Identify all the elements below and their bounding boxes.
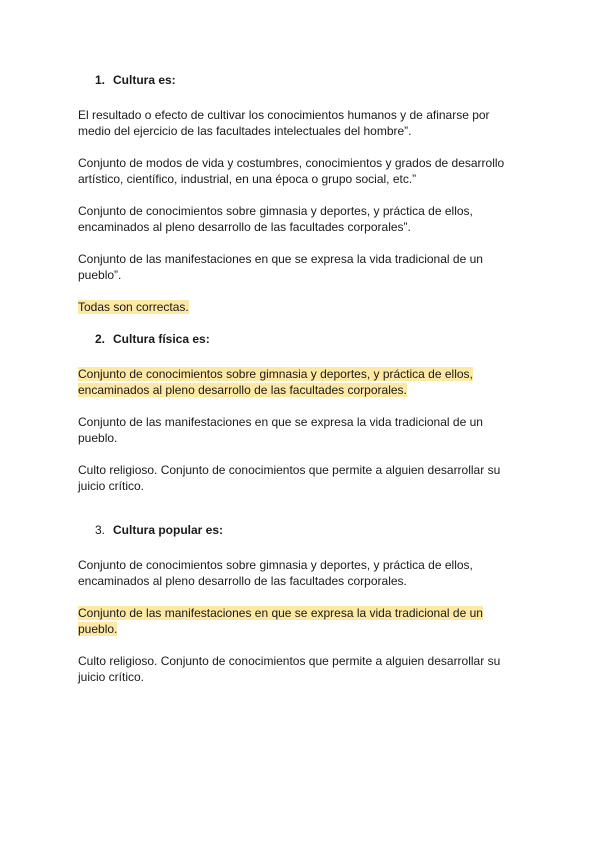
highlighted-answer: Conjunto de las manifestaciones en que se expresa la vida tradicional de un pueblo. bbox=[78, 606, 483, 636]
highlighted-answer: Todas son correctas. bbox=[78, 300, 189, 314]
question-3-option-1 bbox=[78, 557, 518, 589]
question-number: 3. bbox=[95, 523, 106, 537]
question-1-option-3 bbox=[78, 203, 518, 235]
question-2-option-1 bbox=[78, 366, 518, 398]
option-text: Culto religioso. Conjunto de conocimientos que permite a alguien desarrollar su juicio crítico. bbox=[78, 463, 501, 493]
option-text: Conjunto de conocimientos sobre gimnasia y deportes, y práctica de ellos, encaminados al pleno desarrollo de las facultades corporales”. bbox=[78, 204, 473, 234]
option-text: El resultado o efecto de cultivar los conocimientos humanos y de afinarse por medio del ejercicio de las facultades intelectuales del hombre”. bbox=[78, 108, 490, 138]
question-1-option-1 bbox=[78, 107, 518, 139]
question-2-title bbox=[78, 331, 518, 347]
spacer bbox=[78, 510, 518, 522]
question-text: Cultura es: bbox=[113, 73, 176, 87]
document-page bbox=[78, 72, 518, 701]
question-number: 2. bbox=[95, 332, 106, 346]
question-1-option-4 bbox=[78, 251, 518, 283]
question-1-option-5 bbox=[78, 299, 518, 315]
question-3-title bbox=[78, 522, 518, 538]
option-text: Conjunto de las manifestaciones en que se expresa la vida tradicional de un pueblo. bbox=[78, 415, 483, 445]
question-1-option-2 bbox=[78, 155, 518, 187]
question-text: Cultura física es: bbox=[113, 332, 210, 346]
question-1-title bbox=[78, 72, 518, 88]
question-2-option-3 bbox=[78, 462, 518, 494]
question-text: Cultura popular es: bbox=[113, 523, 224, 537]
option-text: Conjunto de conocimientos sobre gimnasia y deportes, y práctica de ellos, encaminados al pleno desarrollo de las facultades corporales. bbox=[78, 558, 473, 588]
option-text: Conjunto de las manifestaciones en que se expresa la vida tradicional de un pueblo”. bbox=[78, 252, 483, 282]
option-text: Conjunto de modos de vida y costumbres, conocimientos y grados de desarrollo artístico, científico, industrial, en una época o grupo social, etc.” bbox=[78, 156, 505, 186]
question-3-option-3 bbox=[78, 653, 518, 685]
question-2-option-2 bbox=[78, 414, 518, 446]
highlighted-answer: Conjunto de conocimientos sobre gimnasia y deportes, y práctica de ellos, encaminados al pleno desarrollo de las facultades corporales. bbox=[78, 367, 473, 397]
question-number: 1. bbox=[95, 73, 106, 87]
question-3-option-2 bbox=[78, 605, 518, 637]
option-text: Culto religioso. Conjunto de conocimientos que permite a alguien desarrollar su juicio crítico. bbox=[78, 654, 501, 684]
